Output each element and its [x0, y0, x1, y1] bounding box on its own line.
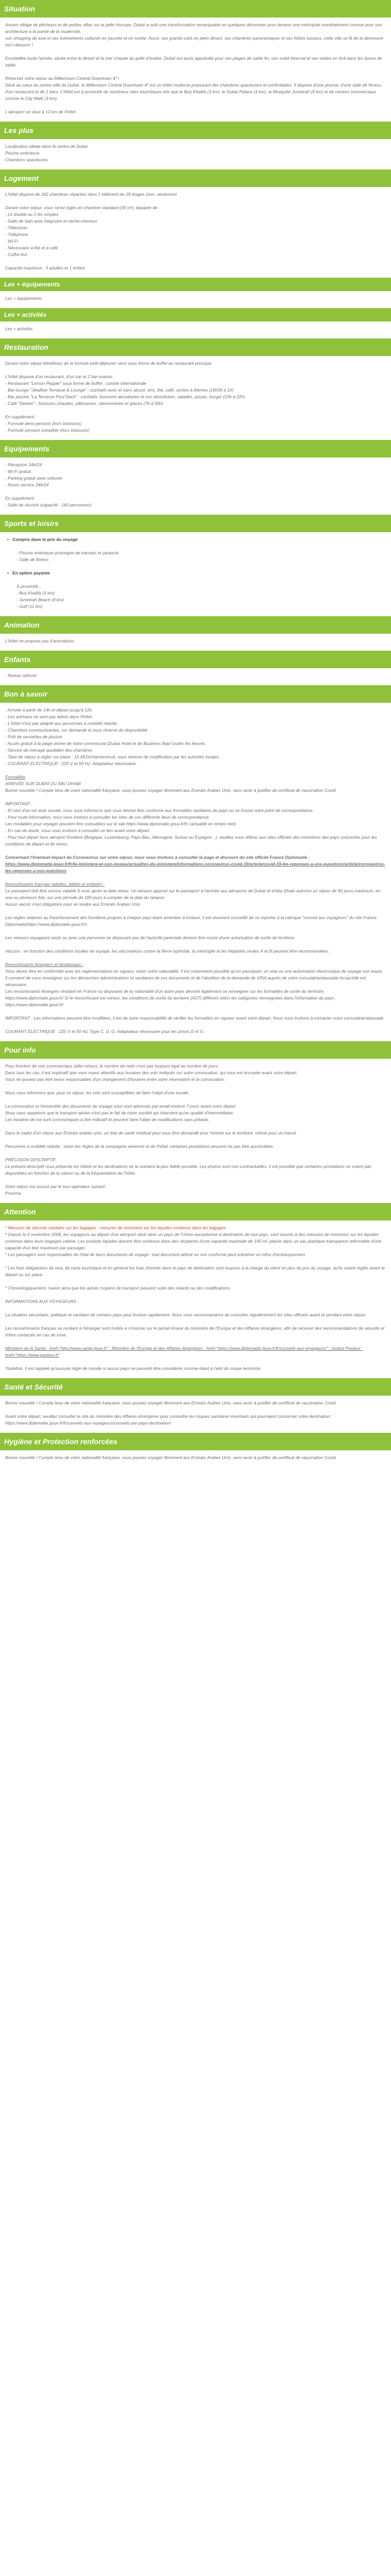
text-line: - Réception 24h/24: [5, 462, 42, 467]
section-plus: [0, 122, 391, 170]
text-line: En supplément :: [5, 496, 37, 501]
text-line: L'hôtel dispose de 242 chambres réparties dans 1 bâtiment de 18 étages (non, seulement: [5, 192, 177, 197]
text-line: Les mineurs voyageant seuls ou avec une personne ne disposant pas de l'autorité parentale doivent être munis d'une autorisation de sortie de territoire.: [5, 935, 296, 940]
spacer: [5, 1406, 386, 1413]
section-body-plus: [0, 139, 391, 170]
text-line: Les modalités pour voyager peuvent être consultées sur le site https://www.diplomatie.gouv.fr/fr/ (actualité en temps réel).: [5, 821, 237, 826]
spacer: [5, 258, 386, 265]
section-body-equipements_plus: [0, 291, 391, 308]
text-line: - Restaurant "Lemon Pepper" sous forme de buffet : cuisine internationale: [5, 381, 146, 386]
spacer: [5, 794, 386, 801]
text-line: * Chronologiquement, l'avion ainsi que les autres moyens de transport peuvent subir des retards ou des modifications.: [5, 1285, 231, 1291]
text-line: L'aéroport se situe à 13 km de l'hôtel.: [5, 109, 77, 114]
spacer: [5, 1022, 386, 1028]
text-link[interactable]: Formalités: [5, 774, 26, 779]
text-line: Les + équipements: [5, 296, 42, 301]
text-line: Les ressortissants français se rendant à l'étranger sont invités à s'inscrire sur le portail Ariane du ministère de l'Europe et des Affaires étrangères, afin de recevoir des recommandations de sécurité et d'être contactés en cas de crise.: [5, 1326, 385, 1337]
text-line: Toutefois, il est rappelé qu'aucune règle de monde ni aucun pays ne peuvent être considérés comme étant à l'abri du risque terroriste.: [5, 1366, 262, 1371]
text-line: La situation sécuritaire, politique et sanitaire de certains pays peut évoluer rapidement. Nous vous recommandons de consulter régulièrement les sites officiels avant et pendant votre séjour.: [5, 1312, 367, 1317]
text-line: IMPORTANT :: [5, 801, 33, 806]
section-title-pour_info: Pour info: [0, 1041, 391, 1059]
section-body-pour_info: [0, 1059, 391, 1203]
text-line: Le présent descriptif vous présente les hôtels et les destinations de la manière la plus fidèle possible. Les photos sont non contractuelles. Il est possible que certaines prestations ne soient pas disponibles en fonction de la saison ou de la fréquentation de l'hôtel.: [5, 1164, 371, 1176]
spacer: [5, 1008, 386, 1015]
text-line: - Coffre-fort: [5, 252, 27, 257]
spacer: [5, 1338, 386, 1345]
text-line: Durant votre séjour, vous serez logés en chambre standard (30 m²), équipée de :: [5, 205, 160, 210]
text-line: Localisation idéale dans le centre de Dubaï: [5, 144, 88, 149]
spacer: [5, 1137, 386, 1143]
text-line: - Wi-Fi: [5, 239, 18, 244]
text-line: Dans tous les cas, il est impératif que vous soyez attentifs aux horaires des vols indiqués sur votre convocation, qui vous est envoyée avant votre départ.: [5, 1070, 298, 1075]
section-pour_info: [0, 1041, 391, 1203]
text-line: En supplément :: [5, 414, 37, 419]
text-line: - Burj Khalifa (3 km): [17, 590, 55, 596]
text-line: Bonne nouvelle ! Compte tenu de votre nationalité française, vous pouvez voyager librement aux Emirats Arabes Unis, sans avoir à justifier de certificat de vaccination Covid.: [5, 1400, 337, 1405]
text-line: • Compris dans le prix du voyage: [5, 536, 386, 543]
text-link[interactable]: https://www.diplomatie.gouv.fr/fr/le-ministere-et-son-reseau/actualites-du-ministere/informations-coronavirus-covid-19/article/covid-19-les-reponses-a-vos-questions/article/coronavirus-les-reponses-a-vos-questions: [5, 861, 385, 873]
spacer: [5, 563, 386, 570]
section-hygiene: [0, 1433, 391, 1467]
text-line: * Depuis le 6 novembre 2006, les voyageurs au départ d'un aéroport situé dans un pays de l'Union européenne à destination de tout pays, sont soumis à des mesures de restriction sur les liquides contenus dans leurs bagages cabine. Les produits liquides doivent être contenus dans des récipients d'une capacité maximale de 100 ml, placés dans un sac plastique transparent refermable d'une capacité d'un litre maximum par passager.: [5, 1232, 382, 1250]
section-title-plus: Les plus: [0, 122, 391, 139]
text-line: Les règles relatives au franchissement des frontières propres à chaque pays étant amenées à évoluer, il est vivement conseillé de se reporter à la rubrique "conseil aux voyageurs" du site France Diplomatie(https://www.diplomatie.gouv.fr/).: [5, 915, 377, 927]
spacer: [5, 848, 386, 854]
text-line: Vaccins : en fonction des conditions locales de voyage, les vaccinations contre la fièvre typhoïde, la méningite et les hépatites virales A et B peuvent être recommandées.: [5, 948, 330, 954]
text-line: Piscine extérieure: [5, 150, 40, 156]
section-title-restauration: Restauration: [0, 338, 391, 356]
text-line: Bonne nouvelle ! Compte tenu de votre nationalité française, vous pouvez voyager librement aux Emirats Arabes Unis, sans avoir à justifier de certificat de vaccination Covid.: [5, 1455, 337, 1460]
spacer: [5, 1096, 386, 1103]
text-line: Ancien village de pêcheurs et de petites villas sur la pelle Hurrupo, Dubaï a subi une transformation remarquable en quelques décennies pour devenir une métropole mondialement connue pour son architecture à la pointe de la modernité,: [5, 22, 382, 34]
text-line: - Formule demi-pension (hors boissons): [5, 421, 82, 426]
text-line: son shopping de luxe et ses événements culturels en journée et en soirée. Aussi, ses grands-ciels en plein désert, ses chambres panoramiques et ses hôtels luxueux, cette ville se fit de la démesure est-t-deouvrir !: [5, 36, 383, 47]
section-restauration: [0, 338, 391, 440]
section-body-equipements: [0, 457, 391, 515]
section-title-hygiene: Hygiène et Protection renforcées: [0, 1433, 391, 1450]
text-line: Dans le cadre d'un séjour aux Émirats arabes unis, un état de santé médical peut vous être demandé pour l'entrée sur le territoire, même pour un transit.: [5, 1130, 298, 1136]
text-line: - L'hôtel n'est pas adapté aux personnes à mobilité réduite.: [5, 721, 118, 726]
section-title-logement: Logement: [0, 170, 391, 187]
spacer: [5, 1150, 386, 1157]
text-line: - Chambres communicantes, sur demande et sous réserve de disponibilité.: [5, 727, 149, 733]
text-line: Proxima: [5, 1191, 21, 1196]
section-body-enfants: [0, 668, 391, 685]
section-logement: [0, 170, 391, 278]
text-line: * Les frais obligatoires de visa, de carte touristique et en général les frais d'entrée dans le pays de destination sont toujours à la charge du client en plus du prix du voyage, qu'ils soient réglés avant le départ ou sur place.: [5, 1265, 385, 1277]
text-line: COURANT ÉLECTRIQUE : 220 V et 50 Hz. Type C, D, G. Adaptateur nécessaire pour les prises D et G.: [5, 1029, 205, 1034]
text-line: - Service de ménage quotidien des chambres.: [5, 748, 93, 753]
spacer: [5, 367, 386, 374]
spacer: [5, 1359, 386, 1365]
section-equipements: [0, 440, 391, 515]
text-line: - Piscine extérieure prolongée de transats et parasols: [17, 550, 119, 555]
text-line: - Les animaux ne sont pas admis dans l'hôtel.: [5, 714, 93, 719]
text-link[interactable]: Ressortissants français (adultes, bébés et enfants) :: [5, 882, 105, 887]
section-title-bon_savoir: Bon à savoir: [0, 685, 391, 703]
text-line: - Parking gratuit avec voiturier: [5, 476, 63, 481]
text-line: - Taxe de séjour à régler sur place : 15 AED/chambre/nuit, sous réserve de modification par les autorités locales.: [5, 754, 220, 759]
section-title-equipements: Equipements: [0, 440, 391, 457]
text-line: Réservez votre séjour au Millennium Central Downtown 4* !: [5, 76, 120, 81]
text-line: Votre séjour est assuré par le tour-opérateur suivant :: [5, 1184, 107, 1189]
section-activites_plus: [0, 308, 391, 338]
text-line: - Niveau adossé.: [5, 673, 38, 678]
text-line: L'hôtel dispose d'un restaurant, d'un bar et 2 bar-snacks :: [5, 374, 115, 379]
section-title-situation: Situation: [0, 0, 391, 18]
spacer: [5, 941, 386, 948]
text-line: - Téléphone: [5, 232, 28, 237]
text-line: - Café "Dekker" : boissons chaudes, pâtisseries, viennoiseries et glaces (7h à 00h): [5, 401, 164, 406]
text-line: - Salle de bain avec baignoire et sèche-cheveux: [5, 218, 97, 224]
section-title-equipements_plus: Les + équipements: [0, 278, 391, 291]
text-line: Aucun vaccin n'est obligatoire pour se rendre aux Emirats Arabes Unis.: [5, 902, 141, 907]
section-animation: [0, 616, 391, 651]
section-attention: [0, 1203, 391, 1378]
text-line: PRÉCISION DESCRIPTIF: [5, 1157, 56, 1162]
text-link[interactable]: Ministère de la Santé : href="http://www.sante.gouv.fr" ; Ministère de l'Europe et des Affaires étrangères : href="https://www.diplomatie.gouv.fr/fr/conseils-aux-voyageurs/" ; Institut Pasteur : href="https://www.pasteur.fr": [5, 1346, 363, 1358]
section-enfants: [0, 651, 391, 685]
text-line: Nous vous informons que, pour ce séjour, les vols sont susceptibles de faire l'objet d'une escale.: [5, 1090, 190, 1095]
text-line: - Et ceci d'un vol avec escale, nous vous informons que vous devrez être conforme aux formalités sanitaires du pays où se trouve votre point de correspondance.: [5, 808, 314, 813]
text-line: - Room service 24h/24: [5, 482, 49, 487]
text-line: Les horaires de vol sont communiqués à titre indicatif et peuvent faire l'objet de modifications sans préavis.: [5, 1117, 209, 1122]
text-line: - Prêt de serviettes de piscine.: [5, 734, 63, 739]
text-line: - COURANT ÉLECTRIQUE : 220 V et 50 Hz. Adaptateur nécessaire.: [5, 761, 137, 766]
text-line: - Télévision: [5, 225, 27, 230]
section-title-enfants: Enfants: [0, 651, 391, 668]
section-body-restauration: [0, 356, 391, 440]
section-title-sports: Sports et loisirs: [0, 515, 391, 532]
spacer: [5, 577, 386, 583]
text-line: Le passeport doit être encore valable 6 mois après la date retour. Un tampon apposé sur le passeport à l'arrivée aux aéroports de Dubaï et d'Abu Dhabi autorise un séjour de 90 jours maximum, en une ou plusieurs fois, sur une période de 180 jours à compter de la date du tampon.: [5, 888, 381, 900]
text-line: - Jumeirah Beach (8 km): [17, 597, 64, 602]
text-line: L'hôtel ne propose pas d'animations.: [5, 638, 75, 643]
text-line: À proximité :: [17, 584, 41, 589]
text-line: Avant votre départ, veuillez consulter le site du ministère des Affaires étrangères pour connaître les risques sanitaires éventuels qui pourraient concerner votre destination : https://www.diplomatie.gouv.fr/fr/conseils-aux-voyageurs/conseils-par-pays-destination/: [5, 1414, 333, 1426]
text-line: - En cas de doute, nous vous invitons à consulter ce lien avant votre départ.: [5, 828, 151, 833]
text-line: Capacité maximum : 3 adultes et 1 enfant: [5, 265, 85, 270]
text-line: - Golf (11 km): [17, 604, 43, 609]
section-body-activites_plus: [0, 321, 391, 338]
spacer: [5, 908, 386, 914]
spacer: [5, 102, 386, 109]
text-line: Chambres spacieuses: [5, 157, 48, 162]
section-body-attention: [0, 1221, 391, 1378]
spacer: [5, 874, 386, 881]
text-line: - Nécessaire à thé et à café: [5, 245, 58, 250]
spacer: [5, 1278, 386, 1285]
spacer: [5, 1292, 386, 1298]
text-line: Les + activités: [5, 326, 33, 331]
text-line: • En option payante: [5, 570, 386, 577]
text-line: * Mesures de sécurité sanitaire sur les bagages : mesures de restriction sur les liquides contenus dans les bagages: [5, 1225, 226, 1230]
text-line: - Salle de fitness: [17, 557, 48, 562]
text-line: IMPORTANT : Les informations peuvent être modifiées, il est de votre responsabilité de vérifier les formalités en vigueur avant votre départ. Nous vous invitons à contacter votre consulat/ambassade.: [5, 1015, 385, 1021]
text-line: Bonne nouvelle ! Compte tenu de votre nationalité française, vous pouvez voyager librement aux Emirats Arabes Unis, sans avoir à justifier de certificat de vaccination Covid.: [5, 788, 337, 793]
spacer: [5, 955, 386, 961]
text-line: Durant votre séjour bénéficiez de la formule petit-déjeuner servi sous forme de buffet au restaurant principal.: [5, 361, 213, 366]
spacer: [5, 1305, 386, 1312]
text-line: - Pour tout départ hors aéroport frontière (Belgique, Luxembourg, Pays-Bas, Allemagne, Suisse ou Espagne...), veuillez vous référer aux sites officiels des ministères des pays concernés pour les conditions de départ et de retour.: [5, 835, 377, 846]
spacer: [5, 928, 386, 935]
section-body-logement: [0, 187, 391, 278]
spacer: [5, 198, 386, 205]
text-line: - Formule pension complète (hors boissons): [5, 428, 90, 433]
text-line: Personnes à mobilité réduite : selon les règles de la compagnie aérienne et de l'hôtel, certaines prestations peuvent ne pas être accessibles.: [5, 1144, 274, 1149]
section-body-sante: [0, 1396, 391, 1433]
section-body-animation: [0, 634, 391, 651]
spacer: [5, 1318, 386, 1325]
spacer: [5, 543, 386, 550]
spacer: [5, 1083, 386, 1090]
spacer: [5, 488, 386, 495]
text-line: Pour fonction de vols commerciaux (aller-retour), le nombre de nuits n'est pas toujours égal au nombre de jours.: [5, 1063, 219, 1069]
text-line: Les ressortissants étrangers résidant en France ou disposant de la nationalité d'un autre pays devront également se renseigner sur les formalités de sortie du territoire.: [5, 989, 325, 994]
text-line: https://www.diplomatie.gouv.fr/ Si le ressortissant est mineur, les conditions de sortie du territoire (AST) diffèrent selon les catégories renseignées dans l'information du pays : https://www.diplomatie.gouv.fr/: [5, 995, 336, 1007]
text-line: Ensoleillée toute l'année, située entre le désert et la mer chaude du golfe d'Arabie, Dubaï est aussi appréciée pour ses plages de sable fin, son soleil hivernal et ses visites en 4x4 dans les dunes de sable.: [5, 56, 382, 67]
text-line: Nous vous rappelons que le transport aérien n'est pas le fait de notre société qui intervient qu'en qualité d'intermédiaire.: [5, 1110, 234, 1115]
text-line: ARRIVÉE SUR DUBAÏ OU ABU DHABI: [5, 781, 81, 786]
spacer: [5, 1177, 386, 1183]
text-line: - Accès gratuit à la plage privée de notre commercial (Dubaï Hotel et de Business Bay) toutes les heures.: [5, 741, 206, 746]
section-equipements_plus: [0, 278, 391, 308]
text-line: - Wi-Fi gratuit: [5, 469, 31, 474]
section-body-hygiene: [0, 1450, 391, 1467]
section-title-sante: Santé et Sécurité: [0, 1378, 391, 1396]
text-line: Concernant l'éventuel impact du Coronavirus sur votre séjour, nous vous invitons à consulter la page et discours du site officiel France Diplomatie :: [5, 855, 310, 860]
text-line: - Lit double ou 2 lits simples: [5, 212, 59, 217]
spacer: [5, 1123, 386, 1130]
text-line: INFORMATIONS AUX VOYAGEURS :: [5, 1299, 79, 1304]
section-sports: [0, 515, 391, 616]
text-line: * Les passagers sont responsables de l'état de leurs documents de voyage ; tout document abîmé ou non conforme peut entraîner un refus d'embarquement.: [5, 1252, 306, 1257]
spacer: [5, 69, 386, 75]
text-line: - Salle de réunion (capacité : 160 personnes): [5, 502, 92, 507]
spacer: [5, 407, 386, 414]
text-line: - Bar-lounge "Jetaflow Terrasse & Lounge" : cocktails avec et sans alcool, vins, thé, café, sorties à thèmes (18h30 à 1h): [5, 387, 234, 393]
section-body-situation: [0, 18, 391, 122]
section-title-animation: Animation: [0, 616, 391, 634]
section-sante: [0, 1378, 391, 1433]
text-line: - Bar piscine "La Terrasse Pool Deck" : cocktails, boissons alcoolisées et non alcoolisées, salades, pizzas, burger (10h à 22h): [5, 394, 246, 399]
text-link[interactable]: Ressortissants étrangers et binationaux :: [5, 962, 84, 967]
text-line: Situé au cœur du centre-ville de Dubaï, le Millennium Central Downtown 4* est un hôtel moderne proposant des chambres spacieuses et confortables. Il dispose d'une piscine, d'une salle de fitness, d'un restaurant et de 2 bars. L'hôtel est à proximité de nombreux sites touristiques tels que le Burj Khalifa (3 km), le Dubaï Palace (4 km), la Mosquée Jumeirah (6 km) et de centres commerciaux comme le City Walk (3 km).: [5, 82, 382, 101]
section-body-sports: [0, 532, 391, 616]
section-bon_savoir: [0, 685, 391, 1041]
spacer: [5, 48, 386, 55]
text-line: - Arrivée à partir de 14h et départ jusqu'à 12h.: [5, 707, 93, 713]
text-line: Vous devez être en conformité avec les réglementations en vigueur, selon votre nationalité. Il est notamment possible qu'un passeport, un visa ou une autorisation électronique de voyage soit requis. Il convient de vous renseigner sur les démarches administratives et sanitaires de ces documents et de l'abolition de la demande de VISA auprès de votre consulat/ambassade lorsqu'elle est nécessaire.: [5, 969, 384, 987]
section-title-attention: Attention: [0, 1203, 391, 1221]
section-title-activites_plus: Les + activités: [0, 308, 391, 321]
text-line: Vous ne pouvez pas être tenus responsables d'un changement d'horaires entre votre réservation et la convocation.: [5, 1077, 225, 1082]
text-line: - Pour toute information, nous vous invitons à consulter les sites de ces différents lieux de correspondance.: [5, 815, 210, 820]
section-situation: [0, 0, 391, 122]
text-line: La convocation et l'ensemble des documents de voyage vous sont adressés par email environ 7 jours avant votre départ.: [5, 1104, 237, 1109]
spacer: [5, 767, 386, 774]
section-body-bon_savoir: [0, 703, 391, 1041]
spacer: [5, 1258, 386, 1265]
